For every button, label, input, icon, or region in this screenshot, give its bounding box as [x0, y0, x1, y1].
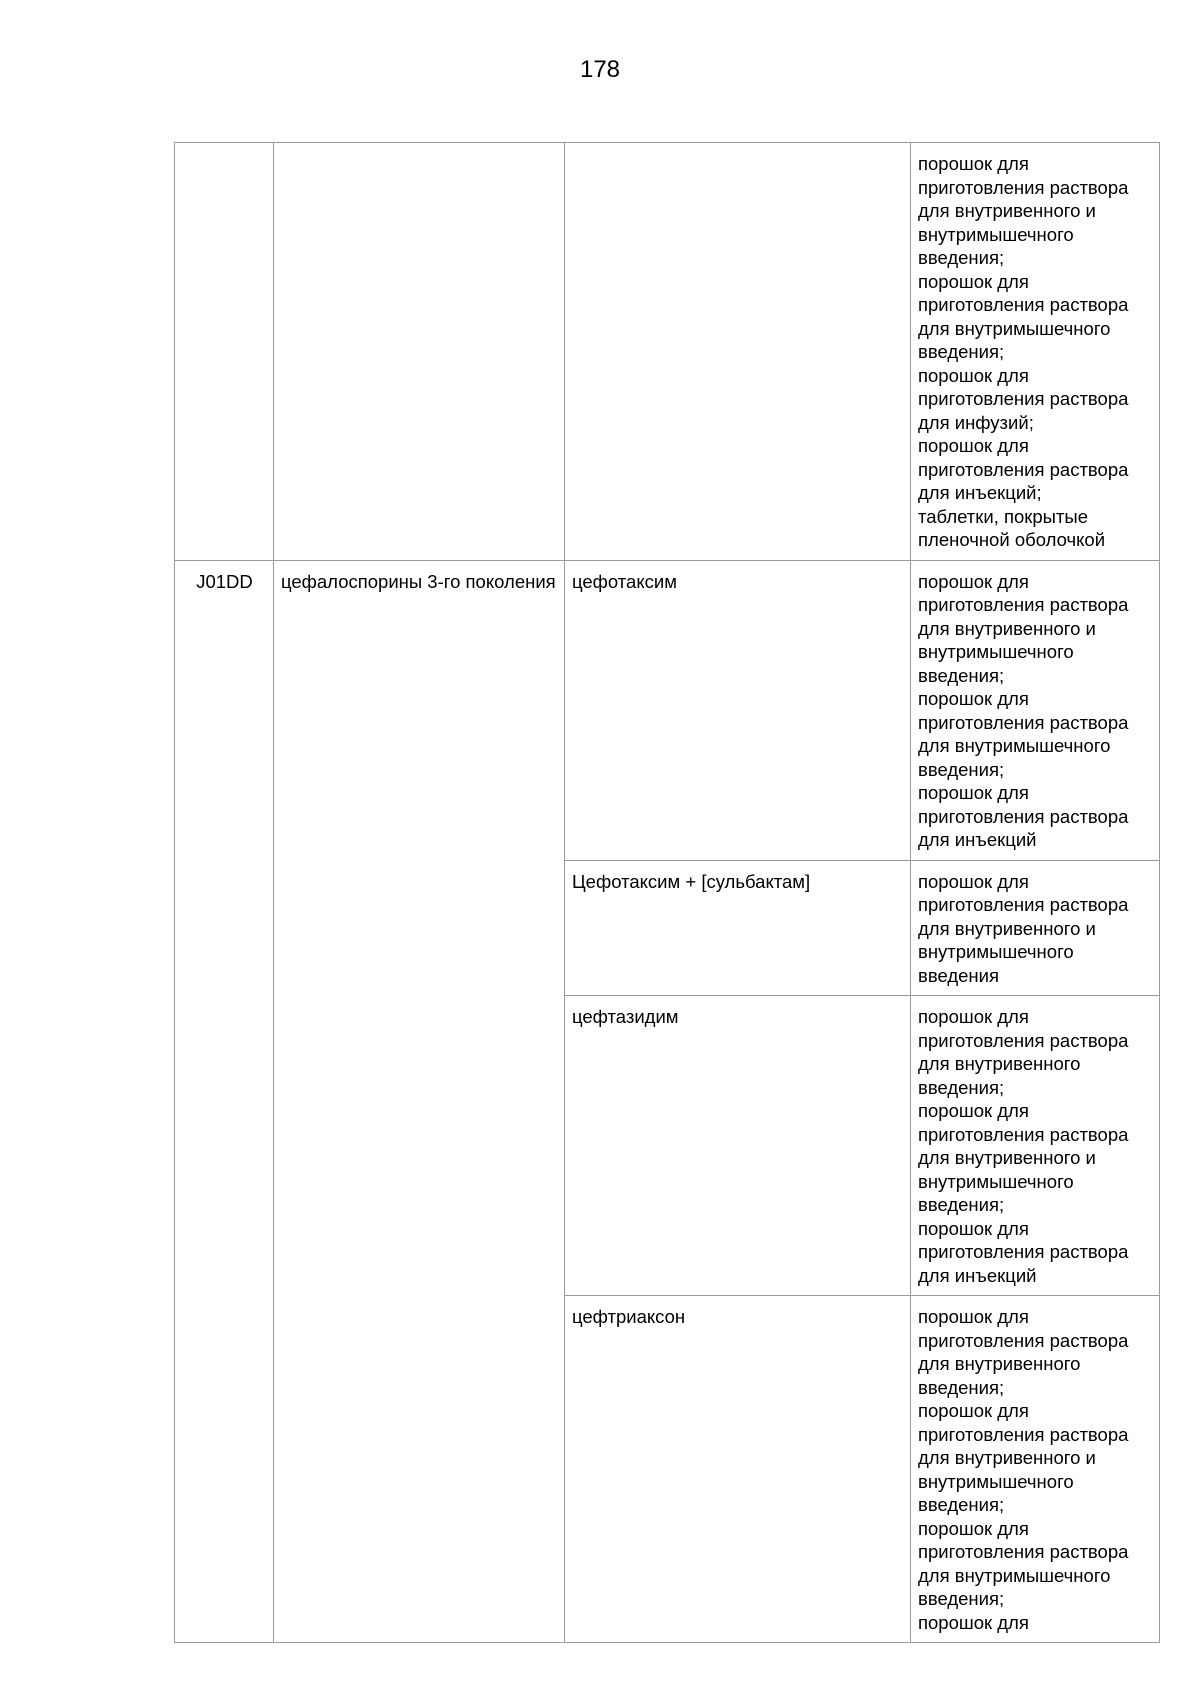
drug-name-cell: цефтриаксон: [565, 1296, 911, 1643]
dosage-form-line: приготовления раствора: [918, 1541, 1129, 1562]
dosage-form-line: для инфузий;: [918, 411, 1034, 433]
dosage-form-line: внутримышечного: [918, 223, 1074, 245]
dosage-form-line: порошок для: [918, 782, 1029, 803]
dosage-form-line: введения;: [918, 1376, 1005, 1398]
pharmacological-group-cell: цефалоспорины 3-го поколения: [274, 560, 565, 1643]
dosage-form-line: для внутривенного и: [918, 917, 1096, 939]
dosage-form-line: введения;: [918, 1588, 1005, 1609]
dosage-form-line: порошок для: [918, 1100, 1029, 1121]
dosage-form-line: порошок для: [918, 870, 1029, 892]
dosage-form-line: порошок для: [918, 153, 1029, 174]
dosage-form-line: таблетки, покрытые: [918, 505, 1089, 527]
dosage-form-line: введения;: [918, 758, 1005, 780]
drug-table: [174, 142, 1160, 1643]
dosage-form-line: порошок для: [918, 364, 1029, 386]
atc-code-cell: [175, 143, 274, 561]
dosage-form-line: для внутривенного: [918, 1353, 1081, 1374]
dosage-form-line: введения;: [918, 247, 1005, 268]
dosage-form-line: для внутривенного и: [918, 1447, 1096, 1468]
dosage-form-line: для внутривенного: [918, 1053, 1081, 1074]
dosage-form-line: порошок для: [918, 435, 1029, 456]
dosage-form-line: приготовления раствора: [918, 176, 1129, 198]
dosage-form-line: порошок для: [918, 1006, 1029, 1027]
dosage-form-line: для внутривенного и: [918, 1147, 1096, 1168]
dosage-form-line: введения;: [918, 1194, 1005, 1215]
drug-name-cell: цефтазидим: [565, 996, 911, 1296]
dosage-form-line: порошок для: [918, 1611, 1029, 1633]
dosage-form-line: внутримышечного: [918, 1470, 1074, 1492]
dosage-form-line: внутримышечного: [918, 641, 1074, 662]
dosage-form-line: для внутривенного и: [918, 617, 1096, 639]
dosage-form-line: порошок для: [918, 1306, 1029, 1327]
dosage-form-line: приготовления раствора: [918, 1329, 1129, 1351]
dosage-form-line: пленочной оболочкой: [918, 529, 1106, 550]
dosage-form-line: приготовления раствора: [918, 1241, 1129, 1262]
dosage-form-line: для внутримышечного: [918, 317, 1111, 339]
dosage-form-line: введения;: [918, 664, 1005, 686]
dosage-forms-cell: [911, 1296, 1160, 1643]
dosage-form-line: приготовления раствора: [918, 894, 1129, 915]
dosage-form-line: для инъекций;: [918, 482, 1042, 503]
dosage-form-line: приготовления раствора: [918, 711, 1129, 733]
dosage-forms-cell: [911, 860, 1160, 996]
dosage-form-line: приготовления раствора: [918, 1123, 1129, 1145]
dosage-form-line: для внутривенного и: [918, 200, 1096, 221]
dosage-form-line: внутримышечного: [918, 1170, 1074, 1192]
dosage-form-line: внутримышечного: [918, 941, 1074, 962]
dosage-form-line: приготовления раствора: [918, 1423, 1129, 1445]
dosage-form-line: приготовления раствора: [918, 294, 1129, 315]
atc-code-cell: J01DD: [175, 560, 274, 1643]
dosage-form-line: для инъекций: [918, 1264, 1037, 1286]
dosage-form-line: порошок для: [918, 1217, 1029, 1239]
page-number: 178: [579, 56, 621, 83]
dosage-form-line: введения: [918, 964, 999, 986]
dosage-form-line: порошок для: [918, 688, 1029, 709]
dosage-forms-cell: [911, 560, 1160, 860]
dosage-forms-cell: [911, 143, 1160, 561]
dosage-form-line: порошок для: [918, 1517, 1029, 1539]
dosage-form-line: введения;: [918, 1076, 1005, 1098]
dosage-form-line: введения;: [918, 1494, 1005, 1515]
dosage-form-line: для инъекций: [918, 829, 1037, 850]
dosage-form-line: приготовления раствора: [918, 388, 1129, 409]
dosage-form-line: порошок для: [918, 270, 1029, 292]
table-row: [175, 143, 1160, 561]
dosage-forms-cell: [911, 996, 1160, 1296]
dosage-form-line: приготовления раствора: [918, 805, 1129, 827]
dosage-form-line: для внутримышечного: [918, 1564, 1111, 1586]
dosage-form-line: для внутримышечного: [918, 735, 1111, 756]
dosage-form-line: приготовления раствора: [918, 458, 1129, 480]
drug-name-cell: [565, 143, 911, 561]
pharmacological-group-cell: [274, 143, 565, 561]
dosage-form-line: приготовления раствора: [918, 594, 1129, 615]
table-row: [175, 560, 1160, 860]
dosage-form-line: порошок для: [918, 570, 1029, 592]
drug-name-cell: цефотаксим: [565, 560, 911, 860]
dosage-form-line: введения;: [918, 341, 1005, 362]
dosage-form-line: приготовления раствора: [918, 1029, 1129, 1051]
drug-name-cell: Цефотаксим + [сульбактам]: [565, 860, 911, 996]
dosage-form-line: порошок для: [918, 1400, 1029, 1421]
